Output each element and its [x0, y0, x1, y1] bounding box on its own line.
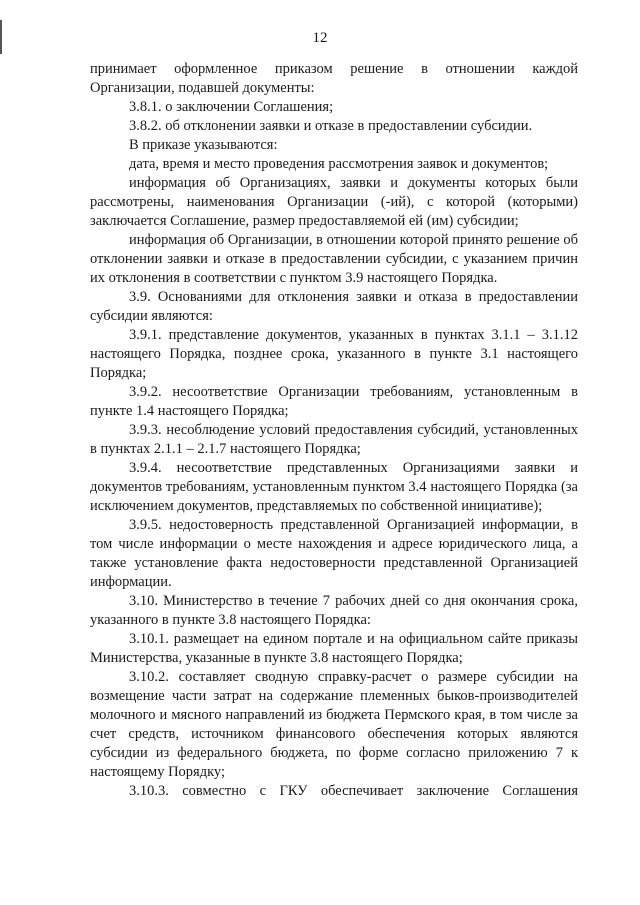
paragraph: информация об Организациях, заявки и документы которых были рассмотрены, наименования Организации (-ий), с которой (которыми) заключается Соглашение, размер предоставляемой ей (им) субсидии;: [90, 175, 578, 229]
paragraph: 3.8.2. об отклонении заявки и отказе в предоставлении субсидии.: [129, 118, 533, 134]
paragraph: принимает оформленное приказом решение в отношении каждой Организации, подавшей документы:: [90, 61, 578, 96]
document-body: [90, 60, 578, 801]
paragraph: 3.10.3. совместно с ГКУ обеспечивает заключение Соглашения: [129, 783, 578, 799]
paragraph: 3.9.5. недостоверность представленной Организацией информации, в том числе информации о месте нахождения и адресе юридического лица, а также установление факта недостоверности представленной Организацией информации.: [90, 517, 578, 590]
paragraph: дата, время и место проведения рассмотрения заявок и документов;: [129, 156, 549, 172]
paragraph: информация об Организации, в отношении которой принято решение об отклонении заявки и отказе в предоставлении субсидии, с указанием причин их отклонения в соответствии с пунктом 3.9 настоящего Порядка.: [90, 232, 578, 286]
paragraph: 3.10.1. размещает на едином портале и на официальном сайте приказы Министерства, указанные в пункте 3.8 настоящего Порядка;: [90, 631, 578, 666]
paragraph: 3.9.2. несоответствие Организации требованиям, установленным в пункте 1.4 настоящего Порядка;: [90, 384, 578, 419]
page-number: 12: [312, 30, 328, 46]
paragraph: 3.10. Министерство в течение 7 рабочих дней со дня окончания срока, указанного в пункте 3.8 настоящего Порядка:: [90, 593, 578, 628]
paragraph: 3.8.1. о заключении Соглашения;: [129, 99, 334, 115]
paragraph: 3.9.3. несоблюдение условий предоставления субсидий, установленных в пунктах 2.1.1 – 2.1.7 настоящего Порядка;: [90, 422, 578, 457]
paragraph: В приказе указываются:: [129, 137, 278, 153]
paragraph: 3.9.4. несоответствие представленных Организациями заявки и документов требованиям, установленным пунктом 3.4 настоящего Порядка (за исключением документов, представляемых по собственной инициативе);: [90, 460, 578, 514]
paragraph: 3.10.2. составляет сводную справку-расчет о размере субсидии на возмещение части затрат на содержание племенных быков-производителей молочного и мясного направлений из бюджета Пермского края, в том числе за счет средств, источником финансового обеспечения которых являются субсидии из федерального бюджета, по форме согласно приложению 7 к настоящему Порядку;: [90, 669, 578, 780]
paragraph: 3.9. Основаниями для отклонения заявки и отказа в предоставлении субсидии являются:: [90, 289, 578, 324]
paragraph: 3.9.1. представление документов, указанных в пунктах 3.1.1 – 3.1.12 настоящего Порядка, позднее срока, указанного в пункте 3.1 настоящего Порядка;: [90, 327, 578, 381]
